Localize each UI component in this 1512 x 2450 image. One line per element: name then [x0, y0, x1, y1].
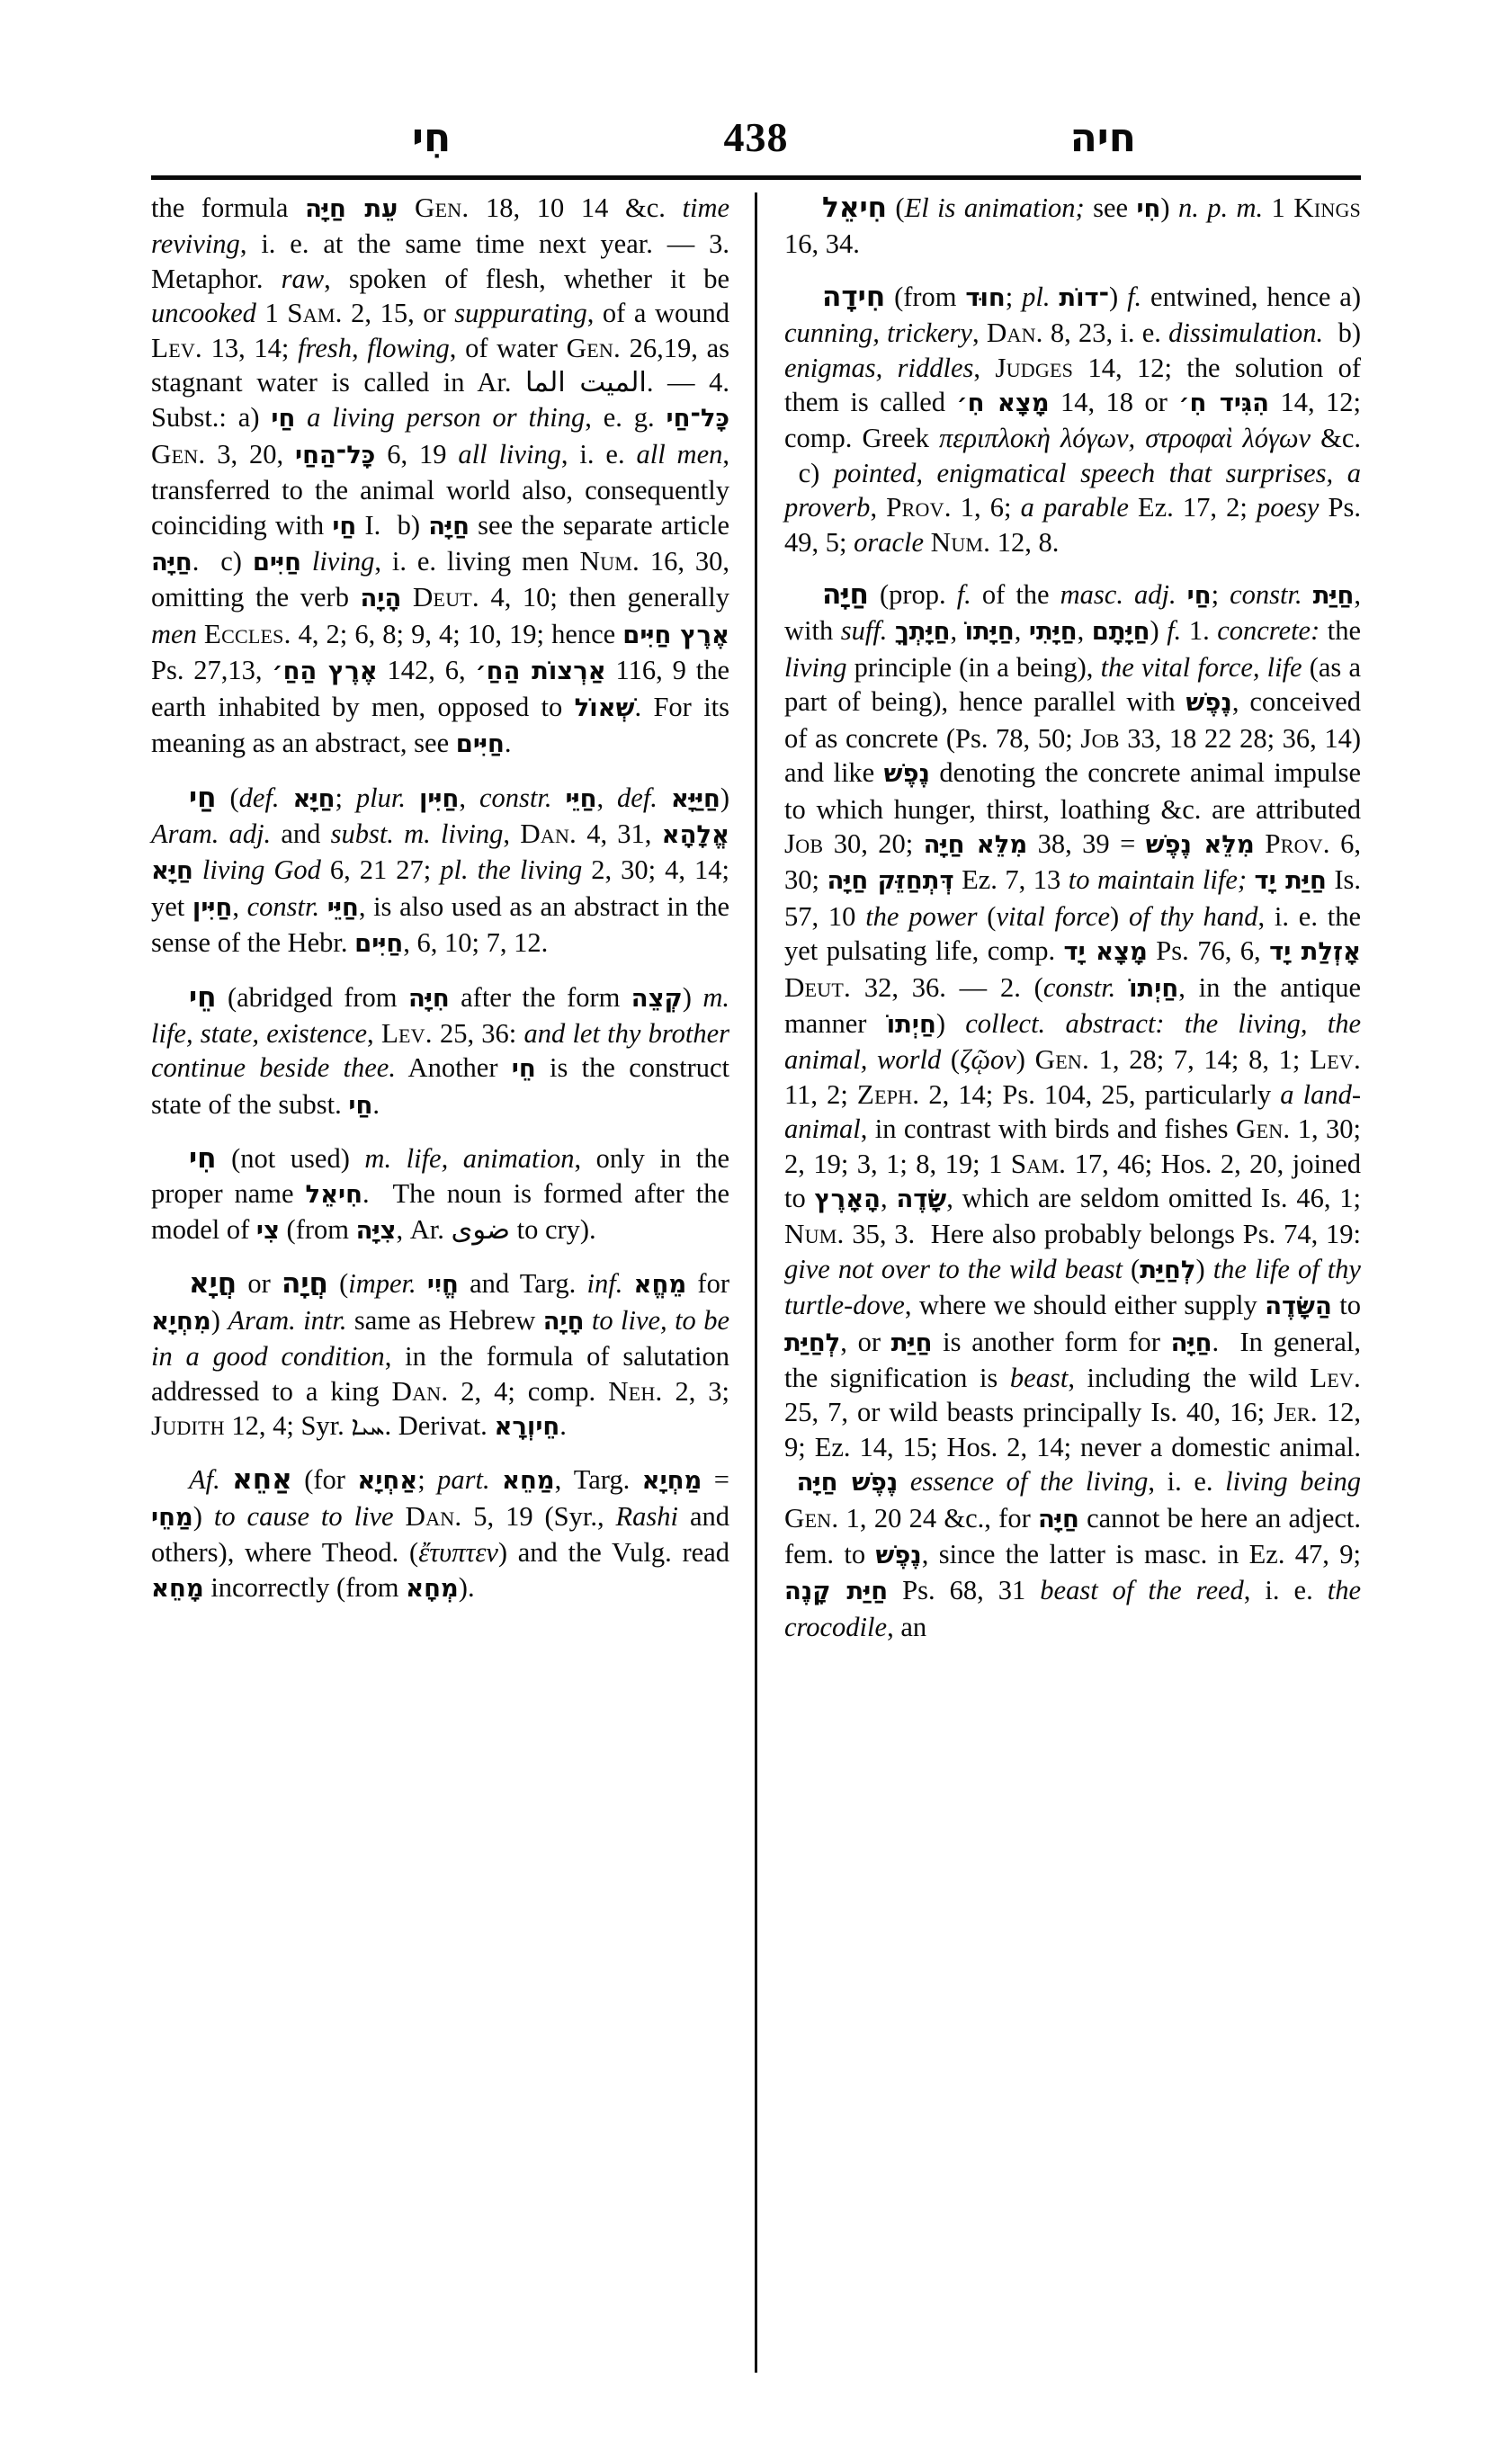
dictionary-entry: חִי (not used) m. life, animation, only in the proper name חִיאֵל. The noun is formed after the model of צִי (from צִיָּה, Ar. ضوى to cry).: [151, 1142, 729, 1246]
running-head: [151, 86, 1361, 161]
column-right: [757, 191, 1361, 2396]
running-head-right: חיה: [1069, 115, 1136, 161]
running-head-left: חִי: [412, 115, 452, 161]
body-columns: [151, 191, 1361, 2396]
dictionary-entry: the formula עֵת חַיָּה Gen. 18, 10 14 &c. time reviving, i. e. at the same time next year. — 3. Metaphor. raw, spoken of flesh, whether it be uncooked 1 Sam. 2, 15, or suppurating, of a wound Lev. 13, 14; fresh, flowing, of water Gen. 26,19, as stagnant water is called in Ar. الما الميت. — 4. Subst.: a) חַי a living person or thing, e. g. כָּל־חַי Gen. 3, 20, כָּל־הַחַי 6, 19 all living, i. e. all men, transferred to the animal world also, consequently coinciding with חַי I. b) חַיָּה see the separate article חַיָּה. c) חַיִּים living, i. e. living men Num. 16, 30, omitting the verb הָיָה Deut. 4, 10; then generally men Eccles. 4, 2; 6, 8; 9, 4; 10, 19; hence אֶרֶץ חַיִּים Ps. 27,13, אֶרֶץ הַחַ׳ 142, 6, אַרְצוֹת הַחַ׳ 116, 9 the earth inhabited by men, opposed to שְׁאוֹל. For its meaning as an abstract, see חַיִּים.: [151, 192, 730, 759]
dictionary-entry: חִידָה (from חוּד; pl. ־דוֹת) f. entwined, hence a) cunning, trickery, Dan. 8, 23, i. e. dissimulation. b) enigmas, riddles, Judges 14, 12; the solution of them is called מָצָא חִ׳ 14, 18 or הִגִּיד חִ׳ 14, 12; comp. Greek περιπλοκὴ λόγων, στροφαὶ λόγων &c. c) pointed, enigmatical speech that surprises, a proverb, Prov. 1, 6; a parable Ez. 17, 2; poesy Ps. 49, 5; oracle Num. 12, 8.: [784, 280, 1362, 558]
dictionary-entry: חֲיָא or חֲיָה (imper. חֱיִי and Targ. inf. מֵחֱא for מִחְיָא) Aram. intr. same as Hebrew חָיָה to live, to be in a good condition, in the formula of salutation addressed to a king Dan. 2, 4; comp. Neh. 2, 3; Judith 12, 4; Syr. ܚܝܐ. Derivat. חֵיוְרָא.: [151, 1267, 730, 1441]
dictionary-entry: Af. אַחֵא (for אַחְיָא; part. מַחֵא, Targ. מַחְיָא = מַחֵי) to cause to live Dan. 5, 19 (Syr., Rashi and others), where Theod. (ἔτυπτεν) and the Vulg. read מָחֵא incorrectly (from מְחָא).: [151, 1463, 729, 1603]
dictionary-entry: חֵי (abridged from חִיָּה after the form קְצֵה) m. life, state, existence, Lev. 25, 36: and let thy brother continue beside thee. Another חֵי is the construct state of the subst. חַי.: [151, 980, 730, 1120]
page-number: 438: [723, 114, 789, 160]
column-left: [151, 191, 755, 2396]
dictionary-entry: חַיָּה (prop. f. of the masc. adj. חַי; constr. חַיַּת, with suff. חַיָּתְךָ, חַיָּתוֹ, חַיָּתִי, חַיָּתָם) f. 1. concrete: the living principle (in a being), the vital force, life (as a part of being), hence parallel with נֶפֶשׁ, conceived of as concrete (Ps. 78, 50; Job 33, 18 22 28; 36, 14) and like נֶפֶשׁ denoting the concrete animal impulse to which hunger, thirst, loathing &c. are attributed Job 30, 20; מִלֵּא חַיָּה 38, 39 = מִלֵּא נֶפֶשׁ Prov. 6, 30; דְּתְחַזֵּק חַיָּה Ez. 7, 13 to maintain life; חַיַּת יָד Is. 57, 10 the power (vital force) of thy hand, i. e. the yet pulsating life, comp. מָצָא יָד Ps. 76, 6, אָזְלַת יָד Deut. 32, 36. — 2. (constr. חַיְתוֹ, in the antique manner חַיְתוֹ) collect. abstract: the living, the animal, world (ζῷον) Gen. 1, 28; 7, 14; 8, 1; Lev. 11, 2; Zeph. 2, 14; Ps. 104, 25, particularly a land-animal, in contrast with birds and fishes Gen. 1, 30; 2, 19; 3, 1; 8, 19; 1 Sam. 17, 46; Hos. 2, 20, joined to הָאָרֶץ, שָׂדֶה, which are seldom omitted Is. 46, 1; Num. 35, 3. Here also probably belongs Ps. 74, 19: give not over to the wild beast (לְחַיַּת) the life of thy turtle-dove, where we should either supply הַשָּׂדֶה to לְחַיַּת, or חַיַּת is another form for חַיָּה. In general, the signification is beast, including the wild Lev. 25, 7, or wild beasts principally Is. 40, 16; Jer. 12, 9; Ez. 14, 15; Hos. 2, 14; never a domestic animal. נֶפֶשׁ חַיָּה essence of the living, i. e. living being Gen. 1, 20 24 &c., for חַיָּה cannot be here an adject. fem. to נֶפֶשׁ, since the latter is masc. in Ez. 47, 9; חַיַּת קָנֶה Ps. 68, 31 beast of the reed, i. e. the crocodile, an: [784, 578, 1362, 1642]
dictionary-entry: חִיאֵל (El is animation; see חִי) n. p. m. 1 Kings 16, 34.: [784, 192, 1361, 260]
header-rule: [151, 175, 1361, 180]
dictionary-entry: חַי (def. חַיָּא; plur. חַיִּין, constr. חַיֵּי, def. חַיַּיָּא) Aram. adj. and subst. m. living, Dan. 4, 31, אֱלָהָא חַיָּא living God 6, 21 27; pl. the living 2, 30; 4, 14; yet חַיִּין, constr. חַיֵּי, is also used as an abstract in the sense of the Hebr. חַיִּים, 6, 10; 7, 12.: [151, 781, 730, 959]
